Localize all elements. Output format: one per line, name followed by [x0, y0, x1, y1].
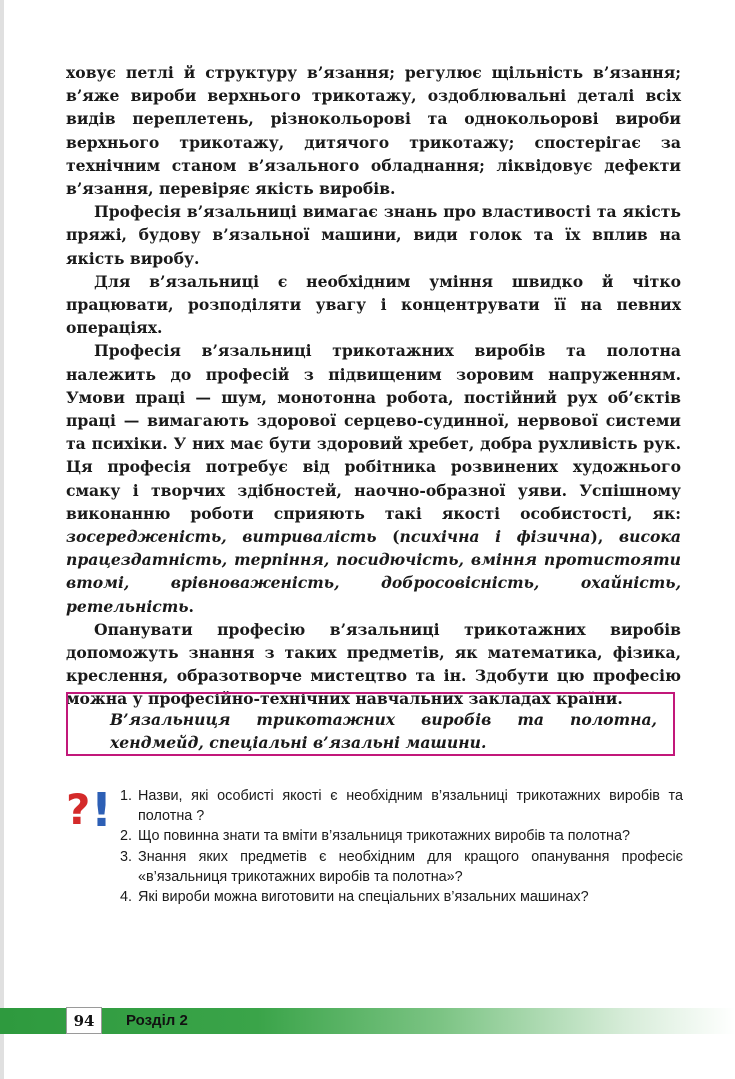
paragraph-knowledge: Професія в’язальниці вимагає знань про властивості та якість пряжі, будову в’язальної машини, види голок та їх вплив на якість виробу.	[66, 202, 681, 268]
paren-open: (	[376, 527, 400, 547]
question-text: Які вироби можна виготовити на спеціальних в’язальних машинах?	[138, 889, 589, 906]
qualities-b: психічна і фізична	[399, 527, 591, 547]
paragraph-subjects: Опанувати професію в’язальниці трикотажних виробів допоможуть знання з таких предметів, як математика, фізика, креслення, образотворче мистецтво та ін. Здобути цю професію можна у професійно-технічних навчальних закладах країни.	[66, 619, 681, 709]
conditions-lead: Професія в’язальниці трикотажних виробів та полотна належить до професій з підвищеним зоровим напруженням. Умови праці — шум, монотонна робота, постійний рух об’єктів праці — вимагають здорової серцево-судинної, нервової системи та психіки. У них має бути здоровий хребет, добра рухливість рук. Ця професія потребує від робітника розвинених художнього смаку і творчих здібностей, наочно-образної уяви. Успішному виконанню роботи сприяють такі якості особистості, як:	[66, 341, 681, 523]
question-text: Знання яких предметів є необхідним для кращого опанування професіє «в’язальниця трикотажних виробів та полотна»?	[138, 848, 683, 885]
paragraph-duties: ховує петлі й структуру в’язання; регулює щільність в’язання; в’яже вироби верхнього трикотажу, оздоблювальні деталі всіх видів переплетень, різнокольорові та однокольорові вироби верхнього трикотажу, дитячого трикотажу; спостерігає за технічним станом в’язального обладнання; ліквідовує дефекти в’язання, перевіряє якість виробів.	[66, 63, 681, 199]
footer-band	[0, 1008, 735, 1034]
svg-text:?: ?	[66, 786, 91, 832]
svg-text:!: !	[91, 786, 110, 832]
keywords-callout	[66, 692, 675, 756]
qualities-a: зосередженість, витривалість	[66, 527, 377, 547]
question-item	[120, 786, 683, 826]
question-item	[120, 887, 683, 907]
qualities-c: висока працездатність, терпіння, посидючість, вміння протистояти втомі, врівноваженість, добросовісність, охайність, ретельність	[66, 527, 682, 616]
question-text: Що повинна знати та вміти в’язальниця трикотажних виробів та полотна?	[138, 828, 630, 845]
question-number: 1.	[120, 788, 133, 804]
question-text: Назви, які особисті якості є необхідним в’язальниці трикотажних виробів та полотна ?	[138, 788, 683, 825]
question-item	[120, 826, 683, 846]
conditions-end: .	[188, 596, 194, 616]
paragraph-skills: Для в’язальниці є необхідним уміння швидко й чітко працювати, розподіляти увагу і концентрувати її на певних операціях.	[66, 271, 681, 338]
question-number: 2.	[120, 828, 133, 845]
paragraph-conditions	[66, 339, 681, 617]
section-label: Розділ 2	[126, 1012, 188, 1029]
question-item	[120, 847, 683, 887]
body-text	[66, 61, 681, 711]
page-number: 94	[66, 1007, 102, 1034]
callout-text: В’язальниця трикотажних виробів та полотна, хендмейд, спеціальні в’язальні машини.	[110, 710, 657, 752]
question-number: 4.	[120, 889, 133, 906]
page-edge	[0, 0, 4, 1079]
question-exclamation-icon	[66, 786, 110, 832]
review-questions	[120, 786, 683, 907]
paren-close: ),	[590, 527, 619, 547]
question-number: 3.	[120, 848, 133, 865]
